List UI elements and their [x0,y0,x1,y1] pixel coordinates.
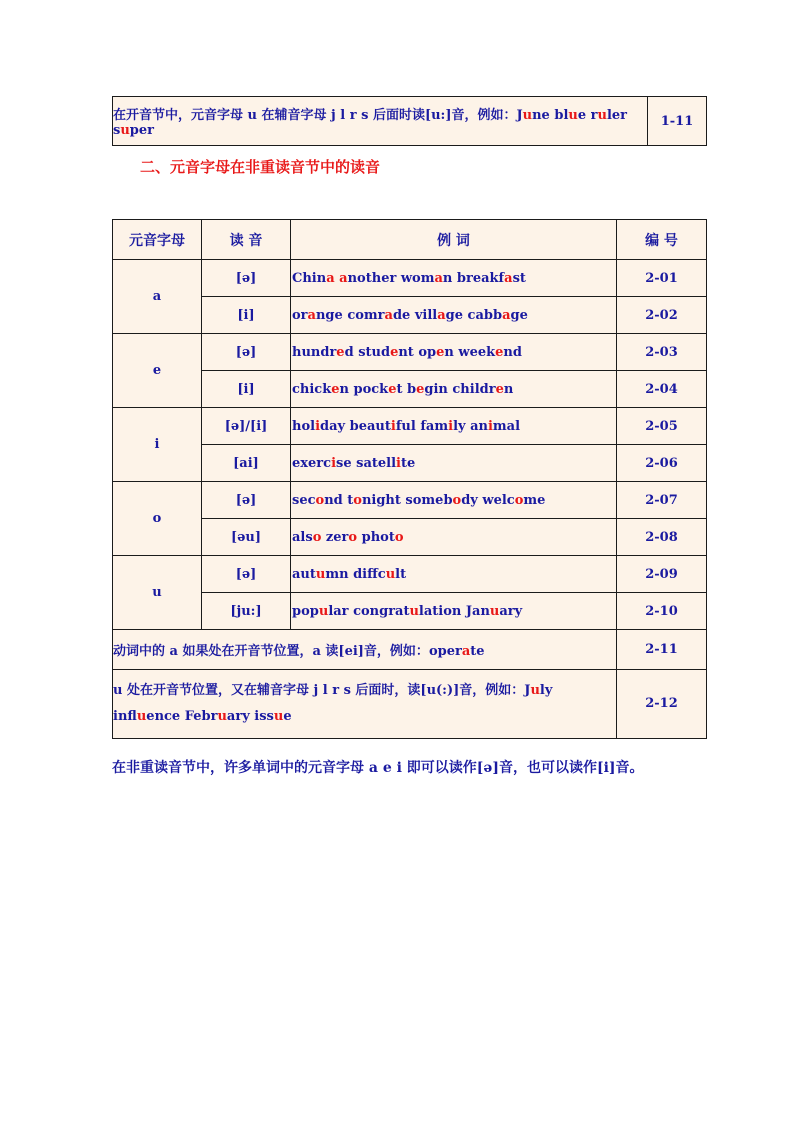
highlighted-vowel: i [315,418,321,434]
word-part: op [418,344,437,360]
vowel-table [112,219,707,739]
word-part: nother [347,270,401,286]
example-word [356,456,415,471]
example-word [418,345,458,360]
table-row [113,670,707,739]
rule-number: 2-12 [617,670,707,739]
example-word [405,493,482,508]
word-part: iss [254,709,274,724]
pronunciation: [ə]/[i] [202,408,291,445]
rule-text-cell [113,97,648,146]
rule-number: 2-03 [617,334,707,371]
rule-number: 2-02 [617,297,707,334]
rule-number: 2-09 [617,556,707,593]
highlighted-vowel: i [487,418,493,434]
table-row [113,556,707,593]
example-word [292,345,358,360]
example-word [326,530,362,545]
rule-number: 2-08 [617,519,707,556]
table-row [113,408,707,445]
highlighted-vowel: u [385,566,396,582]
example-word [339,271,401,286]
word-part: dy [461,492,483,508]
rule-number: 1-11 [648,97,707,146]
pronunciation: [ə] [202,334,291,371]
example-words [291,408,617,445]
word-part: hundr [292,344,337,360]
highlighted-vowel: a [307,307,316,323]
word-part: congrat [353,603,410,619]
word-part: n [442,270,457,286]
word-part: cabb [467,307,503,323]
rule-text-cell [113,670,617,739]
word-part: ence [146,709,185,724]
highlighted-vowel: i [448,418,454,434]
word-part: pop [292,603,319,619]
example-word [452,382,513,397]
word-part: hol [292,418,316,434]
word-part: pock [353,381,389,397]
word-part: ge [510,307,528,323]
word-part: me [523,492,546,508]
pronunciation: [ə] [202,260,291,297]
table-row [113,334,707,371]
example-word [350,419,421,434]
example-word [470,419,520,434]
word-part: nd [324,492,348,508]
column-header: 读 音 [202,220,291,260]
word-part: lar [328,603,354,619]
word-part: lation [418,603,466,619]
word-part: te [401,455,416,471]
word-part: stud [358,344,391,360]
pronunciation: [i] [202,371,291,408]
highlighted-vowel: u [568,108,578,123]
word-part: ly [453,418,471,434]
highlighted-vowel: e [436,344,445,360]
example-word [292,308,347,323]
footnote: 在非重读音节中，许多单词中的元音字母 a e i 即可以读作[ə]音，也可以读作[i]音。 [112,760,644,776]
rule-number: 2-05 [617,408,707,445]
word-part: s [113,123,121,138]
word-part: Febr [184,709,218,724]
word-part: per [129,123,154,138]
word-part: childr [452,381,496,397]
example-words [291,334,617,371]
example-words [291,445,617,482]
highlighted-vowel: e [388,381,397,397]
word-part: n [503,381,514,397]
vowel-letter: o [113,482,202,556]
word-part: e [283,709,292,724]
highlighted-vowel: i [331,455,337,471]
highlighted-vowel: a [339,270,348,286]
example-word [466,604,522,619]
example-word [113,123,154,138]
word-part: de [392,307,415,323]
highlighted-vowel: o [452,492,462,508]
highlighted-vowel: u [522,108,533,123]
word-part: welc [482,492,515,508]
word-part: n [444,344,459,360]
table-row [113,297,707,334]
rule-number: 2-01 [617,260,707,297]
table-row [113,445,707,482]
pronunciation: [ə] [202,482,291,519]
example-word [254,709,291,724]
word-part: phot [361,529,395,545]
example-words [291,519,617,556]
rule-prefix: 在开音节中，元音字母 u 在辅音字母 j l r s 后面时读[u:]音，例如： [113,108,517,123]
word-part: nt [398,344,419,360]
rule-number: 2-04 [617,371,707,408]
column-header: 例 词 [291,220,617,260]
word-part: r [590,108,598,123]
word-part: b [407,381,417,397]
vowel-letter: i [113,408,202,482]
highlighted-vowel: o [312,529,322,545]
highlighted-vowel: a [434,270,443,286]
example-word [420,419,470,434]
word-part: oper [428,644,462,659]
rule-prefix: u 处在开音节位置，又在辅音字母 j l r s 后面时，读[u(:)]音，例如： [113,683,525,698]
example-word [292,530,326,545]
word-part: mn [325,566,354,582]
rule-number: 2-06 [617,445,707,482]
highlighted-vowel: u [409,603,419,619]
highlighted-vowel: a [437,307,446,323]
rule-number: 2-11 [617,630,707,670]
highlighted-vowel: u [273,709,284,724]
highlighted-vowel: a [504,270,513,286]
example-word [185,709,255,724]
pronunciation: [ai] [202,445,291,482]
example-words [291,593,617,630]
example-word [347,308,415,323]
example-word [554,108,590,123]
example-word [292,456,356,471]
word-part: day [320,418,350,434]
example-word [407,382,452,397]
word-part: satell [356,455,397,471]
example-word [358,345,418,360]
word-part: J [516,108,523,123]
highlighted-vowel: e [495,381,504,397]
highlighted-vowel: u [217,709,227,724]
highlighted-vowel: a [502,307,511,323]
highlighted-vowel: u [315,566,326,582]
word-part: st [512,270,526,286]
example-word [415,308,468,323]
word-part: beaut [349,418,391,434]
word-part: diffc [353,566,386,582]
word-part: comr [347,307,385,323]
example-word [292,604,353,619]
highlighted-vowel: o [353,492,362,508]
word-part: ly [539,683,553,698]
table-row [113,482,707,519]
word-part: Chin [292,270,327,286]
pronunciation: [i] [202,297,291,334]
example-word [482,493,545,508]
word-part: te [470,644,485,659]
word-part: week [458,344,496,360]
word-part: an [470,418,488,434]
highlighted-vowel: u [136,709,147,724]
highlighted-vowel: o [514,492,524,508]
highlighted-vowel: a [326,270,335,286]
example-words [291,556,617,593]
example-word [362,530,404,545]
word-part: ary [499,603,523,619]
column-header: 元音字母 [113,220,202,260]
highlighted-vowel: e [416,381,425,397]
highlighted-vowel: e [390,344,399,360]
word-part: night [361,492,406,508]
word-part: bl [554,108,569,123]
word-part: d [344,344,359,360]
table-row [113,260,707,297]
highlighted-vowel: u [597,108,607,123]
table-row [113,97,707,146]
word-part: zer [325,529,349,545]
word-part: someb [405,492,453,508]
example-words [291,297,617,334]
example-words [291,260,617,297]
word-part: als [292,529,313,545]
highlighted-vowel: i [396,455,401,471]
example-word [429,644,485,659]
example-word [292,493,347,508]
word-part: infl [113,709,137,724]
highlighted-vowel: e [495,344,504,360]
highlighted-vowel: e [331,381,340,397]
word-part: mal [492,418,521,434]
example-word [458,345,522,360]
rule-text-cell [113,630,617,670]
table-row [113,371,707,408]
word-part: sec [292,492,316,508]
highlighted-vowel: o [394,529,404,545]
highlighted-vowel: u [120,123,130,138]
word-part: exerc [292,455,332,471]
word-part: ful [395,418,421,434]
table-header-row [113,220,707,260]
example-word [401,271,457,286]
example-word [354,382,408,397]
word-part: e [577,108,591,123]
highlighted-vowel: e [336,344,345,360]
word-part: ne [532,108,555,123]
highlighted-vowel: a [384,307,393,323]
example-word [517,108,555,123]
example-word [292,567,353,582]
example-word [457,271,526,286]
highlighted-vowel: o [348,529,358,545]
example-word [468,308,528,323]
word-part: chick [292,381,332,397]
word-part: fam [420,418,449,434]
rule-number: 2-10 [617,593,707,630]
word-part: nge [315,307,348,323]
rule-number: 2-07 [617,482,707,519]
word-part: t [347,492,354,508]
word-part: t [396,381,407,397]
example-word [292,271,339,286]
highlighted-vowel: i [390,418,396,434]
table-row [113,593,707,630]
highlighted-vowel: u [318,603,329,619]
top-table [112,96,707,146]
pronunciation: [ju:] [202,593,291,630]
example-words [291,482,617,519]
highlighted-vowel: u [530,683,540,698]
highlighted-vowel: o [315,492,325,508]
word-part: ge [445,307,468,323]
pronunciation: [əu] [202,519,291,556]
word-part: Jan [465,603,490,619]
word-part: wom [400,270,435,286]
word-part: or [292,307,308,323]
example-word [353,604,466,619]
word-part: breakf [456,270,505,286]
word-part: lt [395,566,407,582]
word-part: vill [414,307,438,323]
pronunciation: [ə] [202,556,291,593]
section-title: 二、元音字母在非重读音节中的读音 [140,158,381,176]
vowel-letter: e [113,334,202,408]
example-word [292,419,350,434]
word-part: ary [226,709,255,724]
word-part: se [336,455,357,471]
table-row [113,519,707,556]
word-part: gin [424,381,453,397]
word-part: J [524,683,531,698]
example-word [524,683,552,698]
table-row [113,630,707,670]
word-part: ler [606,108,628,123]
example-word [292,382,354,397]
example-word [591,108,627,123]
highlighted-vowel: u [489,603,500,619]
column-header: 编 号 [617,220,707,260]
example-word [353,567,406,582]
example-word [113,709,185,724]
example-words [291,371,617,408]
rule-prefix: 动词中的 a 如果处在开音节位置，a 读[ei]音，例如： [113,644,429,659]
vowel-letter: u [113,556,202,630]
highlighted-vowel: a [461,644,471,659]
vowel-letter: a [113,260,202,334]
word-part: nd [503,344,522,360]
example-word [347,493,405,508]
word-part: n [339,381,354,397]
word-part: aut [292,566,316,582]
